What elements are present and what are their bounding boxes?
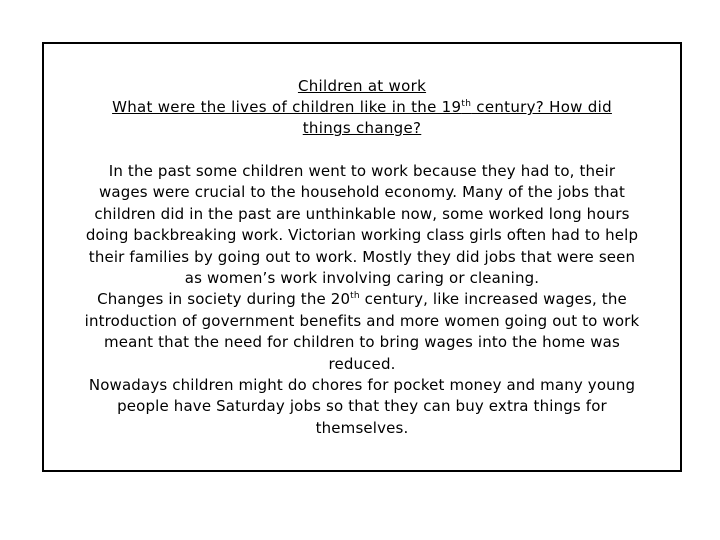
paragraph-2-text-b: century, like increased wages, the [359, 290, 627, 309]
paragraph-3-line: themselves. [315, 418, 409, 437]
document-title: Children at work [297, 77, 427, 95]
question-line-2: things change? [302, 119, 422, 137]
document-frame [42, 42, 682, 472]
paragraph-1-line: their families by going out to work. Mostly they did jobs that were seen [88, 247, 636, 266]
paragraph-3-line: Nowadays children might do chores for pocket money and many young [88, 376, 636, 395]
heading-block [44, 76, 680, 139]
paragraph-3-line: people have Saturday jobs so that they can buy extra things for [117, 397, 607, 416]
paragraph-1-line: as women’s work involving caring or cleaning. [184, 269, 540, 288]
paragraph-2-line: introduction of government benefits and more women going out to work [84, 311, 640, 330]
question-text-b: century? How did [471, 98, 612, 116]
paragraph-2-superscript: th [350, 291, 360, 302]
body-text [44, 161, 680, 439]
paragraph-1-line: doing backbreaking work. Victorian working class girls often had to help [85, 226, 639, 245]
question-text-a: What were the lives of children like in the 19 [112, 98, 462, 116]
question-line-1 [44, 97, 680, 118]
paragraph-1-line: wages were crucial to the household economy. Many of the jobs that [98, 183, 626, 202]
paragraph-1-line: In the past some children went to work because they had to, their [108, 162, 616, 180]
paragraph-2-line: meant that the need for children to bring wages into the home was [104, 333, 620, 352]
paragraph-2-text-a: Changes in society during the 20 [97, 290, 351, 309]
paragraph-1-line: children did in the past are unthinkable now, some worked long hours [94, 204, 630, 223]
question-superscript: th [461, 99, 472, 109]
paragraph-2-line: reduced. [328, 354, 396, 373]
paragraph-2-line [44, 289, 680, 310]
